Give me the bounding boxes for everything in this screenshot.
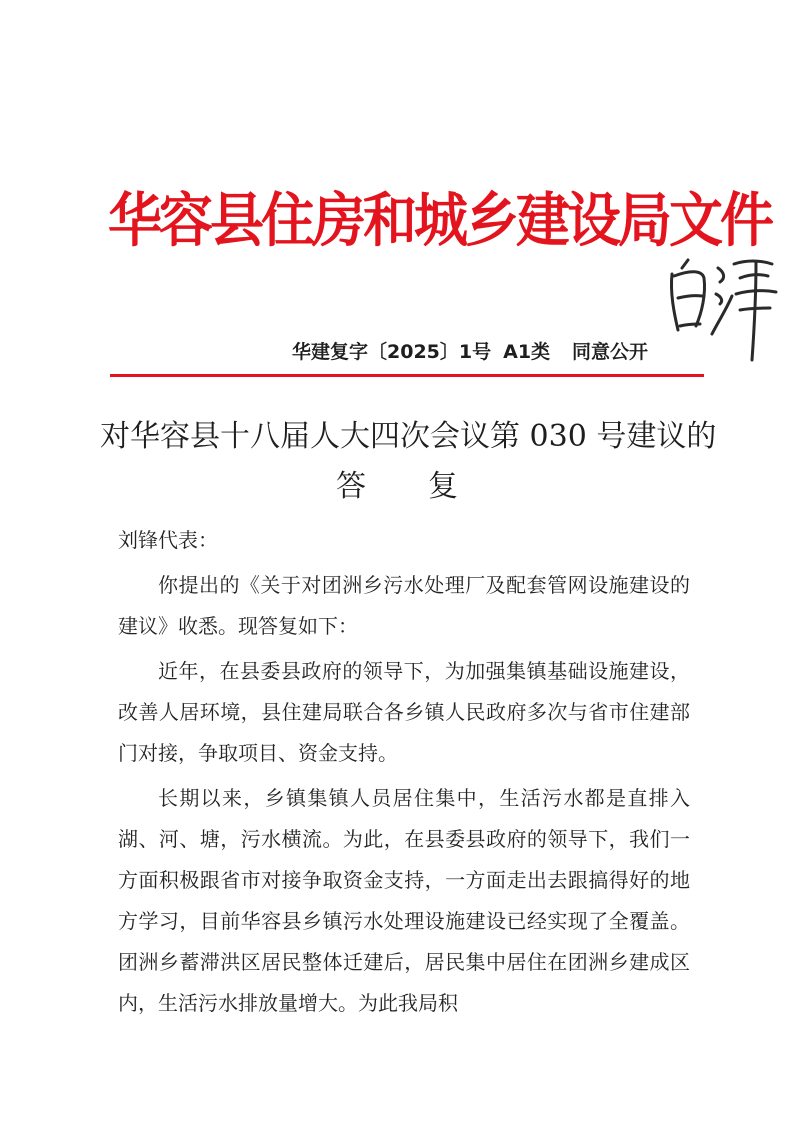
salutation: 刘锋代表： xyxy=(118,528,218,552)
document-header-title: 华容县住房和城乡建设局文件 xyxy=(108,186,771,255)
document-category: A1类 xyxy=(503,341,551,363)
body-paragraph: 你提出的《关于对团洲乡污水处理厂及配套管网设施建设的建议》收悉。现答复如下： xyxy=(118,573,690,638)
title-line-1: 对华容县十八届人大四次会议第 030 号建议的 xyxy=(100,419,717,454)
document-body xyxy=(118,520,690,1028)
body-paragraph: 长期以来，乡镇集镇人员居住集中，生活污水都是直排入湖、河、塘，污水横流。为此，在县委县政府的领导下，我们一方面积极跟省市对接争取资金支持，一方面走出去跟搞得好的地方学习，目前华容县乡镇污水处理设施建设已经实现了全覆盖。团洲乡蓄滞洪区居民整体迁建后，居民集中居住在团洲乡建成区内，生活污水排放量增大。为此我局积 xyxy=(118,786,690,1015)
document-code: 华建复字〔2025〕1号 xyxy=(292,341,492,363)
body-paragraph: 近年，在县委县政府的领导下，为加强集镇基础设施建设，改善人居环境，县住建局联合各乡镇人民政府多次与省市住建部门对接，争取项目、资金支持。 xyxy=(118,659,690,765)
document-title xyxy=(100,412,717,512)
header-divider xyxy=(110,374,704,377)
document-number-line xyxy=(292,336,712,368)
disclosure-status: 同意公开 xyxy=(572,341,649,363)
title-line-2: 答复 xyxy=(336,469,520,504)
